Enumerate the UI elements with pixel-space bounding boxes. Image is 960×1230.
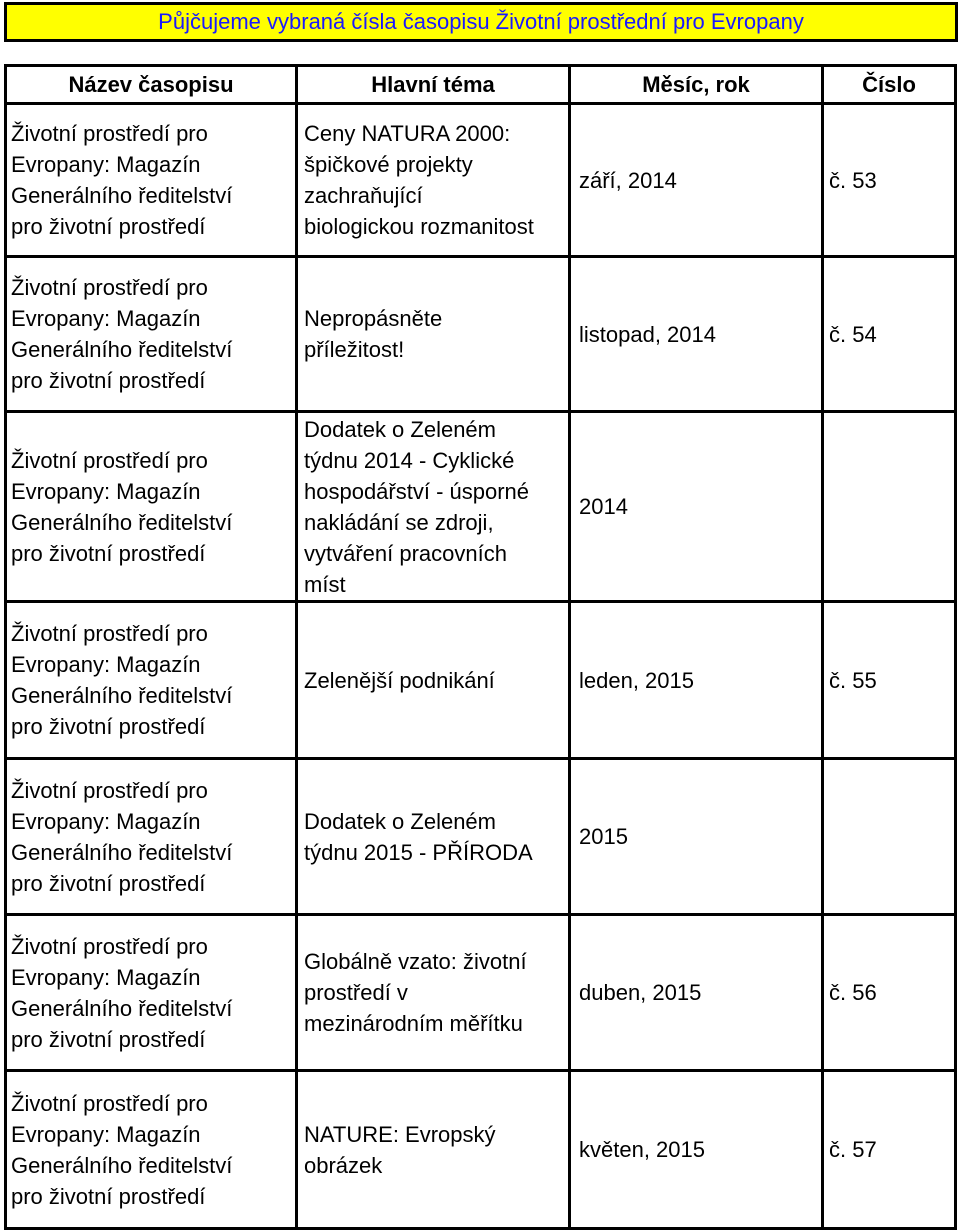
cell-month-year <box>570 915 823 1071</box>
cell-month-year <box>570 1071 823 1229</box>
table-body <box>6 104 956 1229</box>
cell-main-topic-line: Dodatek o Zeleném <box>304 808 496 834</box>
cell-magazine-name-line: pro životní prostředí <box>11 1026 206 1052</box>
cell-magazine-name-line: Evropany: Magazín <box>11 478 201 504</box>
cell-main-topic <box>297 412 570 602</box>
table-row <box>6 257 956 412</box>
cell-main-topic-line: Globálně vzato: životní <box>304 949 527 974</box>
cell-main-topic-line: Zelenější podnikání <box>304 667 495 693</box>
cell-month-year <box>570 412 823 602</box>
cell-magazine-name <box>6 602 297 759</box>
cell-main-topic <box>297 759 570 915</box>
cell-issue-number <box>823 257 956 412</box>
cell-main-topic-line: vytváření pracovních <box>304 540 507 566</box>
cell-main-topic <box>297 915 570 1071</box>
cell-main-topic <box>297 602 570 759</box>
cell-magazine-name <box>6 412 297 602</box>
table-row <box>6 104 956 257</box>
cell-issue-number-text: č. 56 <box>829 980 877 1005</box>
header-issue-number: Číslo <box>823 66 956 104</box>
cell-main-topic-line: biologickou rozmanitost <box>304 214 534 239</box>
cell-main-topic-line: týdnu 2015 - PŘÍRODA <box>304 839 533 865</box>
cell-main-topic-line: obrázek <box>304 1152 383 1178</box>
cell-month-year-text: září, 2014 <box>579 167 677 193</box>
cell-magazine-name-line: Evropany: Magazín <box>11 152 201 177</box>
cell-magazine-name-line: pro životní prostředí <box>11 540 206 566</box>
cell-month-year <box>570 104 823 257</box>
table-row <box>6 1071 956 1229</box>
table-header <box>6 66 956 104</box>
cell-month-year <box>570 257 823 412</box>
cell-month-year-text: květen, 2015 <box>579 1137 705 1162</box>
cell-magazine-name <box>6 1071 297 1229</box>
cell-magazine-name-line: Životní prostředí pro <box>11 621 208 646</box>
cell-issue-number-text: č. 57 <box>829 1137 877 1162</box>
cell-main-topic-line: nakládání se zdroji, <box>304 509 494 535</box>
table-row <box>6 759 956 915</box>
cell-month-year <box>570 602 823 759</box>
cell-magazine-name-line: pro životní prostředí <box>11 214 206 239</box>
cell-magazine-name-line: Životní prostředí pro <box>11 777 208 803</box>
cell-magazine-name-line: Evropany: Magazín <box>11 1121 201 1147</box>
cell-issue-number <box>823 1071 956 1229</box>
cell-magazine-name-line: Životní prostředí pro <box>11 933 208 959</box>
cell-month-year-text: 2014 <box>579 494 628 519</box>
header-main-topic: Hlavní téma <box>297 66 570 104</box>
cell-issue-number-text: č. 55 <box>829 667 877 693</box>
cell-magazine-name-line: Generálního ředitelství <box>11 183 233 208</box>
cell-main-topic-line: Ceny NATURA 2000: <box>304 121 511 146</box>
cell-issue-number <box>823 759 956 915</box>
cell-magazine-name-line: Evropany: Magazín <box>11 652 201 677</box>
cell-month-year <box>570 759 823 915</box>
table-row <box>6 915 956 1071</box>
cell-main-topic-line: prostředí v <box>304 980 408 1005</box>
cell-magazine-name-line: Evropany: Magazín <box>11 808 201 834</box>
cell-main-topic-line: Dodatek o Zeleném <box>304 416 496 442</box>
cell-main-topic-line: týdnu 2014 - Cyklické <box>304 447 515 473</box>
cell-magazine-name-line: Generálního ředitelství <box>11 995 233 1021</box>
cell-main-topic-line: NATURE: Evropský <box>304 1121 496 1147</box>
table-row <box>6 412 956 602</box>
cell-main-topic-line: zachraňující <box>304 183 423 208</box>
cell-month-year-text: listopad, 2014 <box>579 321 716 347</box>
cell-magazine-name-line: pro životní prostředí <box>11 1183 206 1209</box>
cell-main-topic-line: hospodářství - úsporné <box>304 478 530 504</box>
cell-main-topic-line: Nepropásněte <box>304 306 443 331</box>
cell-magazine-name-line: Životní prostředí pro <box>11 447 208 473</box>
cell-issue-number <box>823 602 956 759</box>
cell-magazine-name <box>6 104 297 257</box>
cell-magazine-name-line: Životní prostředí pro <box>11 121 208 146</box>
cell-main-topic <box>297 257 570 412</box>
cell-magazine-name-line: Evropany: Magazín <box>11 306 201 331</box>
cell-magazine-name-line: pro životní prostředí <box>11 714 206 739</box>
cell-month-year-text: 2015 <box>579 824 628 849</box>
header-month-year: Měsíc, rok <box>570 66 823 104</box>
page-banner-title: Půjčujeme vybraná čísla časopisu Životní prostřední pro Evropany <box>4 2 958 42</box>
cell-magazine-name-line: Generálního ředitelství <box>11 839 233 865</box>
cell-magazine-name-line: Generálního ředitelství <box>11 1152 233 1178</box>
cell-magazine-name-line: pro životní prostředí <box>11 870 206 896</box>
header-magazine-name: Název časopisu <box>6 66 297 104</box>
cell-magazine-name <box>6 915 297 1071</box>
cell-issue-number-text: č. 53 <box>829 167 877 193</box>
cell-magazine-name <box>6 257 297 412</box>
cell-magazine-name-line: Generálního ředitelství <box>11 683 233 708</box>
cell-main-topic-line: příležitost! <box>304 337 405 362</box>
cell-magazine-name-line: Generálního ředitelství <box>11 509 233 535</box>
cell-magazine-name-line: Generálního ředitelství <box>11 337 233 362</box>
cell-main-topic-line: mezinárodním měřítku <box>304 1011 523 1036</box>
cell-magazine-name-line: Evropany: Magazín <box>11 964 201 990</box>
cell-magazine-name-line: pro životní prostředí <box>11 368 206 393</box>
cell-main-topic <box>297 1071 570 1229</box>
cell-issue-number <box>823 104 956 257</box>
cell-issue-number <box>823 915 956 1071</box>
cell-main-topic-line: špičkové projekty <box>304 152 473 177</box>
table-row <box>6 602 956 759</box>
cell-month-year-text: duben, 2015 <box>579 980 702 1005</box>
cell-main-topic <box>297 104 570 257</box>
cell-issue-number <box>823 412 956 602</box>
cell-main-topic-line: míst <box>304 571 346 597</box>
cell-magazine-name-line: Životní prostředí pro <box>11 1090 208 1116</box>
cell-issue-number-text: č. 54 <box>829 321 877 347</box>
magazine-table <box>4 64 957 1230</box>
cell-magazine-name <box>6 759 297 915</box>
cell-magazine-name-line: Životní prostředí pro <box>11 275 208 300</box>
cell-month-year-text: leden, 2015 <box>579 667 694 693</box>
